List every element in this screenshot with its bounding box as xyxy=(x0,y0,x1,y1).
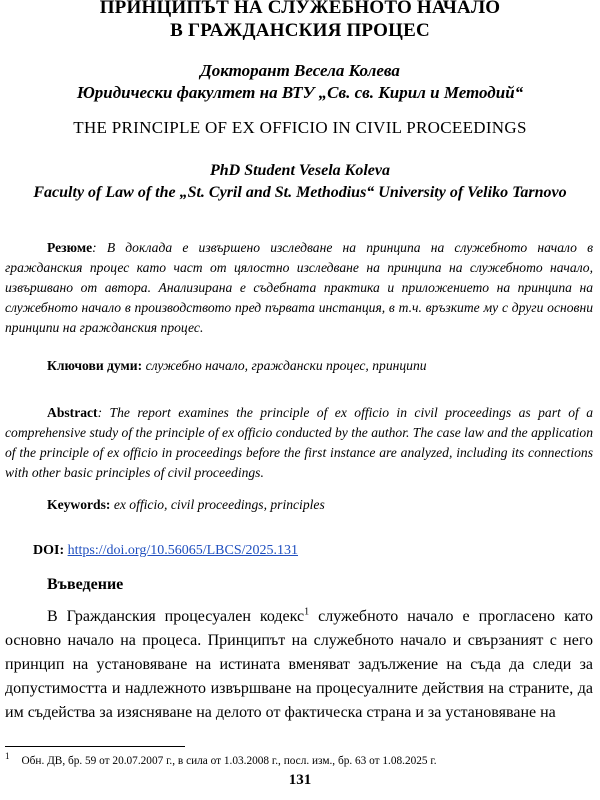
abstract-bulgarian xyxy=(5,238,593,338)
doi-link[interactable]: https://doi.org/10.56065/LBCS/2025.131 xyxy=(67,543,299,558)
title-bulgarian xyxy=(60,0,540,42)
page-number: 131 xyxy=(288,772,312,788)
doi-label: DOI: xyxy=(33,543,65,558)
author-name-bulgarian: Докторант Весела Колева xyxy=(200,61,400,80)
keywords-bulgarian-label: Ключови думи: xyxy=(47,358,143,373)
author-name-english: PhD Student Vesela Koleva xyxy=(209,162,390,179)
keywords-bulgarian-text: служебно начало, граждански процес, принципи xyxy=(142,358,427,373)
keywords-english xyxy=(47,497,593,513)
abstract-english xyxy=(5,403,593,483)
author-block-bulgarian xyxy=(20,60,580,104)
footnote-number: 1 xyxy=(5,751,10,761)
abstract-bulgarian-text: : В доклада е извършено изследване на принципа на служебното начало в гражданския процес като част от цялостно изследване на принципа на служебното начало, извършвано от автора. Анализирана е съдебната практика и приложението на принципа на служебното начало в производството пред първата инстанция, в т.ч. връзките му с други основни принципи на гражданския процес. xyxy=(5,240,593,335)
body-paragraph xyxy=(5,605,593,725)
author-block-english xyxy=(20,160,580,204)
keywords-bulgarian xyxy=(47,358,593,374)
title-bulgarian-line-2: В ГРАЖДАНСКИЯ ПРОЦЕС xyxy=(170,20,430,41)
title-bulgarian-line-1: ПРИНЦИПЪТ НА СЛУЖЕБНОТО НАЧАЛО xyxy=(99,0,501,18)
section-heading-introduction: Въведение xyxy=(47,576,124,593)
keywords-english-label: Keywords: xyxy=(47,497,111,512)
body-text-part-1: В Гражданския процесуален кодекс xyxy=(47,608,305,625)
title-english: THE PRINCIPLE OF EX OFFICIO IN CIVIL PROCEEDINGS xyxy=(73,118,527,137)
abstract-bulgarian-label: Резюме xyxy=(47,240,93,255)
footnote-divider xyxy=(5,746,185,747)
author-affiliation-bulgarian: Юридически факултет на ВТУ „Св. св. Кирил и Методий“ xyxy=(76,83,524,102)
author-affiliation-english: Faculty of Law of the „St. Cyril and St. Methodius“ University of Veliko Tarnovo xyxy=(33,184,567,201)
abstract-english-label: Abstract xyxy=(47,405,98,420)
keywords-english-text: ex officio, civil proceedings, principles xyxy=(110,497,325,512)
abstract-english-text: : The report examines the principle of ex officio in civil proceedings as part of a comprehensive study of the principle of ex officio conducted by the author. The case law and the application of the principle of ex officio in proceedings before the first instance are analyzed, including its connections with other basic principles of civil proceedings. xyxy=(5,405,593,480)
footnote-reference[interactable]: 1 xyxy=(304,606,310,618)
doi-line xyxy=(33,543,298,559)
footnote-text: Обн. ДВ, бр. 59 от 20.07.2007 г., в сила от 1.03.2008 г., посл. изм., бр. 63 от 1.08.2025 г. xyxy=(21,754,437,767)
body-text-part-2: служебното начало е прогласено като основно начало на процеса. Принципът на служебното начало и свързаният с него принцип на установяване на истината вменяват задължение на съда да следи за допустимостта и надлежното извършване на процесуалните действия на страните, да им съдейства за изясняване на делото от фактическа страна и за установяване на xyxy=(5,608,593,721)
footnote xyxy=(5,751,593,767)
